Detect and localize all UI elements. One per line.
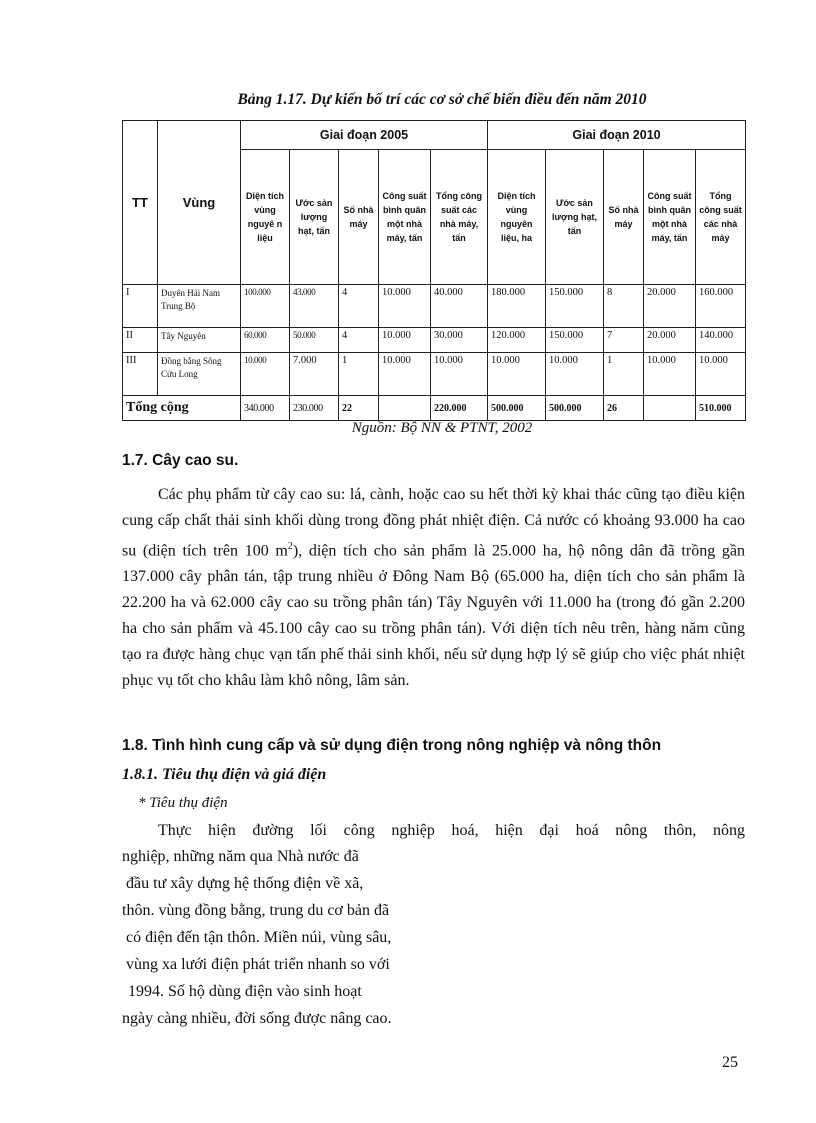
table-row [123,353,746,396]
table-row [123,285,746,328]
cell-value: 1 [604,353,644,396]
total-value: 500.000 [488,396,546,421]
subheader: Số nhà máy [604,150,644,285]
cell-value: 10.000 [379,328,431,353]
table-header-row [123,121,746,150]
cell-tt: II [123,328,158,353]
cell-value: 50.000 [290,328,339,353]
superscript-two: 2 [287,541,293,552]
table-row [123,328,746,353]
total-value [379,396,431,421]
table-caption: Bảng 1.17. Dự kiến bố trí các cơ sở chế biến điều đến năm 2010 [237,91,647,108]
cell-value: 160.000 [696,285,746,328]
cell-region: Duyên Hải Nam Trung Bộ [158,285,241,328]
total-label: Tổng cộng [123,396,241,421]
cell-value: 1 [339,353,379,396]
cell-value: 60.000 [241,328,290,353]
cell-value: 4 [339,328,379,353]
total-value: 26 [604,396,644,421]
cell-value: 180.000 [488,285,546,328]
body-line: thôn. vùng đồng bằng, trung du cơ bản đã [122,902,390,919]
body-line: đầu tư xây dựng hệ thống điện về xã, [126,875,364,892]
cell-region: Đồng bằng Sông Cửu Long [158,353,241,396]
cell-value: 20.000 [644,285,696,328]
cell-value: 40.000 [431,285,488,328]
subheader: Ước sản lượng hạt, tấn [290,150,339,285]
cell-value: 10.000 [379,353,431,396]
cell-value: 10.000 [488,353,546,396]
total-value: 22 [339,396,379,421]
cell-region: Tây Nguyên [158,328,241,353]
rubber-paragraph [122,482,745,694]
cell-value: 150.000 [546,328,604,353]
cell-tt: I [123,285,158,328]
processing-facilities-table [122,120,746,421]
cell-value: 10.000 [431,353,488,396]
cell-tt: III [123,353,158,396]
cell-value: 30.000 [431,328,488,353]
total-value: 230.000 [290,396,339,421]
subheader: Ước sản lượng hạt, tấn [546,150,604,285]
cell-value: 120.000 [488,328,546,353]
header-period-2010: Giai đoạn 2010 [488,121,746,150]
cell-value: 4 [339,285,379,328]
cell-value: 20.000 [644,328,696,353]
rubber-paragraph-part1: Các phụ phẩm từ cây cao su: lá, cành, hoặc cao su hết thời kỳ khai thác cũng tạo điều kiện cung cấp chất thải sinh khối dùng trong đồng phát nhiệt điện. Cả nước có khoảng 93.000 ha cao su (diện tích trên 100 m [122,486,745,560]
table-source: Nguồn: Bộ NN & PTNT, 2002 [351,420,533,436]
section-heading-rubber: 1.7. Cây cao su. [122,452,239,469]
rubber-paragraph-part2: ), diện tích cho sản phẩm là 25.000 ha, hộ nông dân đã trồng gần 137.000 cây phân tán, tập trung nhiều ở Đông Nam Bộ (65.000 ha, diện tích cho sản phẩm là 22.200 ha và 62.000 cây cao su trồng phân tán) Tây Nguyên với 11.000 ha (trong đó gần 2.200 ha cho sản phẩm và 45.100 cây cao su trồng phân tán). Với diện tích nêu trên, hàng năm cũng tạo ra được hàng chục vạn tấn phế thải sinh khối, nếu sử dụng hợp lý sẽ giúp cho việc phát nhiệt phục vụ tốt cho khâu làm khô nông, lâm sản. [122,542,745,690]
total-value: 510.000 [696,396,746,421]
total-value: 500.000 [546,396,604,421]
page-number: 25 [722,1054,738,1071]
header-region: Vùng [158,121,241,285]
subheader: Diện tích vùng nguyên liệu, ha [488,150,546,285]
subheader: Công suất bình quân một nhà máy, tấn [379,150,431,285]
body-line: Thực hiện đường lối công nghiệp hoá, hiện đại hoá nông thôn, nông [158,822,745,839]
body-line: vùng xa lưới điện phát triển nhanh so với [126,956,390,973]
cell-value: 43.000 [290,285,339,328]
cell-value: 100.000 [241,285,290,328]
cell-value: 10.000 [644,353,696,396]
subheader: Công suất bình quân một nhà máy, tấn [644,150,696,285]
cell-value: 10.000 [696,353,746,396]
body-line: có điện đến tận thôn. Miền núi, vùng sâu, [126,929,392,946]
cell-value: 10.000 [379,285,431,328]
body-line: ngày càng nhiều, đời sống được nâng cao. [122,1010,392,1027]
total-value: 340.000 [241,396,290,421]
section-heading-electricity: 1.8. Tình hình cung cấp và sử dụng điện trong nông nghiệp và nông thôn [122,737,662,754]
subheader: Tổng công suất các nhà máy [696,150,746,285]
header-period-2005: Giai đoạn 2005 [241,121,488,150]
cell-value: 8 [604,285,644,328]
cell-value: 7 [604,328,644,353]
subheader: Tổng công suất các nhà máy, tấn [431,150,488,285]
header-tt: TT [123,121,158,285]
subheader: Số nhà máy [339,150,379,285]
total-value: 220.000 [431,396,488,421]
cell-value: 7.000 [290,353,339,396]
note-consumption: * Tiêu thụ điện [138,795,228,811]
cell-value: 10.000 [241,353,290,396]
subheader: Diện tích vùng nguyê n liệu [241,150,290,285]
cell-value: 10.000 [546,353,604,396]
cell-value: 140.000 [696,328,746,353]
table-total-row [123,396,746,421]
body-line: 1994. Số hộ dùng điện vào sinh hoạt [128,983,362,1000]
cell-value: 150.000 [546,285,604,328]
total-value [644,396,696,421]
subsection-heading-consumption: 1.8.1. Tiêu thụ điện và giá điện [122,766,327,783]
body-line: nghiệp, những năm qua Nhà nước đã [122,848,359,865]
